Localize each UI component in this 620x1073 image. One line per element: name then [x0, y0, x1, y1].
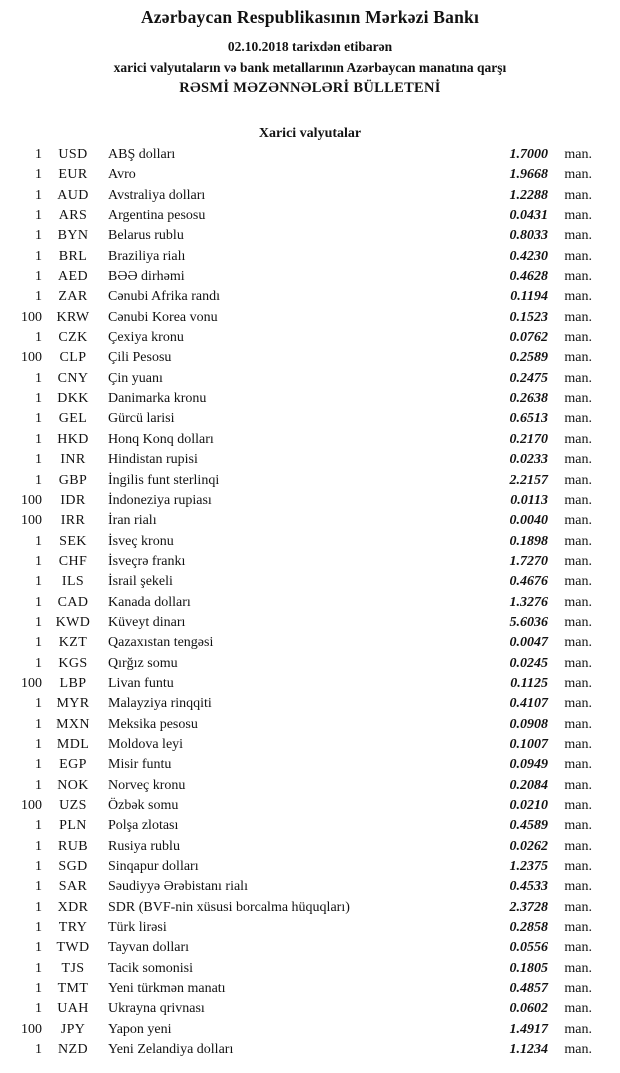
rate-unit: man.	[564, 513, 592, 529]
rate-value: 0.0047	[509, 635, 548, 651]
currency-name: BƏƏ dirhəmi	[108, 269, 185, 285]
rate-quantity: 1	[35, 147, 42, 162]
currency-name: Ukrayna qrivnası	[108, 1001, 205, 1017]
rate-unit: man.	[564, 859, 592, 875]
rate-row	[8, 389, 592, 409]
rate-row	[8, 1020, 592, 1040]
rate-quantity: 1	[35, 960, 42, 976]
currency-name: İndoneziya rupiası	[108, 492, 212, 508]
rate-quantity: 1	[35, 981, 42, 997]
rate-quantity: 1	[35, 472, 42, 488]
rate-value: 0.1125	[510, 675, 548, 691]
currency-name: Özbək somu	[108, 798, 179, 813]
bulletin-title: RƏSMİ MƏZƏNNƏLƏRİ BÜLLETENİ	[179, 80, 441, 96]
rate-quantity: 1	[35, 736, 42, 752]
currency-name: Tayvan dolları	[108, 940, 190, 956]
rate-row	[8, 532, 592, 552]
rate-row	[8, 857, 592, 877]
currency-name: İsveç kronu	[108, 533, 174, 549]
rate-value: 1.3276	[509, 594, 548, 610]
rate-row	[8, 593, 592, 613]
rate-row	[8, 1040, 592, 1060]
rate-row	[8, 776, 592, 796]
currency-name: Yapon yeni	[108, 1021, 172, 1037]
rate-value: 5.6036	[509, 614, 548, 630]
rate-quantity: 1	[35, 879, 42, 895]
currency-code: ARS	[58, 208, 88, 224]
rate-row	[8, 959, 592, 979]
rate-quantity: 1	[35, 269, 42, 285]
currency-code: ZAR	[58, 289, 88, 305]
currency-name: Çin yuanı	[108, 370, 163, 386]
rate-quantity: 1	[35, 574, 42, 590]
rate-unit: man.	[564, 492, 592, 508]
rate-row	[8, 755, 592, 775]
rate-row	[8, 654, 592, 674]
rate-row	[8, 735, 592, 755]
rate-unit: man.	[564, 472, 592, 488]
rate-quantity: 1	[35, 940, 42, 956]
rate-quantity: 1	[35, 899, 42, 915]
rate-quantity: 1	[35, 920, 42, 936]
currency-name: Rusiya rublu	[108, 838, 180, 854]
currency-code: IRR	[60, 513, 86, 529]
rate-unit: man.	[564, 553, 592, 569]
currency-code: MXN	[56, 716, 90, 732]
currency-name: Tacik somonisi	[108, 960, 193, 976]
rate-unit: man.	[564, 655, 592, 671]
currency-name: Kanada dolları	[108, 594, 191, 610]
currency-code: KRW	[56, 309, 90, 325]
rate-value: 0.0762	[509, 330, 548, 346]
rate-row	[8, 471, 592, 491]
rate-value: 0.0431	[509, 208, 548, 224]
rate-value: 0.8033	[509, 228, 548, 244]
currency-code: NOK	[57, 777, 89, 793]
rate-unit: man.	[564, 1001, 592, 1017]
rate-unit: man.	[564, 696, 592, 712]
exchange-rates-table	[0, 145, 620, 1060]
rate-value: 0.0233	[509, 452, 548, 468]
currency-name: Cənubi Afrika randı	[108, 289, 220, 305]
rate-unit: man.	[564, 675, 592, 691]
document-header	[0, 0, 620, 97]
rate-row	[8, 491, 592, 511]
currency-code: TWD	[56, 940, 90, 956]
rate-quantity: 100	[21, 350, 42, 366]
currency-code: CLP	[59, 350, 87, 366]
rate-row	[8, 999, 592, 1019]
rate-unit: man.	[564, 350, 592, 366]
rate-quantity: 1	[35, 391, 42, 407]
currency-name: ABŞ dolları	[108, 147, 176, 162]
rate-row	[8, 552, 592, 572]
rate-quantity: 1	[35, 187, 42, 203]
rate-quantity: 1	[35, 533, 42, 549]
currency-code: GEL	[58, 411, 88, 427]
currency-code: CZK	[58, 330, 88, 346]
rate-row	[8, 979, 592, 999]
currency-code: BRL	[58, 248, 88, 264]
rate-unit: man.	[564, 777, 592, 793]
rate-value: 1.9668	[509, 167, 548, 183]
rate-quantity: 1	[35, 289, 42, 305]
rate-row	[8, 796, 592, 816]
currency-name: Səudiyyə Ərəbistanı rialı	[108, 879, 248, 895]
rate-unit: man.	[564, 167, 592, 183]
rate-value: 0.1007	[509, 736, 548, 752]
currency-name: Honq Konq dolları	[108, 431, 214, 447]
rate-row	[8, 898, 592, 918]
rate-unit: man.	[564, 309, 592, 325]
rate-quantity: 100	[21, 492, 42, 508]
rate-quantity: 1	[35, 614, 42, 630]
rate-quantity: 1	[35, 594, 42, 610]
rate-quantity: 1	[35, 859, 42, 875]
rate-unit: man.	[564, 533, 592, 549]
rate-row	[8, 837, 592, 857]
currency-code: LBP	[59, 675, 87, 691]
rate-unit: man.	[564, 594, 592, 610]
rate-row	[8, 328, 592, 348]
rate-row	[8, 674, 592, 694]
currency-code: CNY	[57, 370, 89, 386]
currency-code: DKK	[57, 391, 89, 407]
currency-code: UAH	[57, 1001, 89, 1017]
rate-value: 0.0908	[509, 716, 548, 732]
rate-unit: man.	[564, 838, 592, 854]
rate-row	[8, 877, 592, 897]
rate-unit: man.	[564, 228, 592, 244]
currency-name: Avstraliya dolları	[108, 187, 206, 203]
rate-unit: man.	[564, 574, 592, 590]
rate-value: 0.1523	[509, 309, 548, 325]
rate-quantity: 1	[35, 208, 42, 224]
currency-name: Polşa zlotası	[108, 818, 179, 834]
currency-code: XDR	[57, 899, 89, 915]
rate-unit: man.	[564, 635, 592, 651]
currency-name: İngilis funt sterlinqi	[108, 472, 220, 488]
rate-value: 0.4628	[509, 269, 548, 285]
currency-code: SEK	[59, 533, 87, 549]
rate-value: 0.0210	[509, 798, 548, 813]
rate-value: 1.4917	[509, 1021, 548, 1037]
rate-value: 0.1194	[510, 289, 548, 305]
rate-unit: man.	[564, 614, 592, 630]
currency-name: Çili Pesosu	[108, 350, 172, 366]
rate-value: 0.1898	[509, 533, 548, 549]
rate-quantity: 100	[21, 513, 42, 529]
currency-code: KWD	[55, 614, 91, 630]
rate-quantity: 1	[35, 655, 42, 671]
rate-value: 0.4107	[509, 696, 548, 712]
rate-unit: man.	[564, 1021, 592, 1037]
rate-value: 2.2157	[509, 472, 548, 488]
currency-name: İran rialı	[108, 513, 157, 529]
rate-quantity: 100	[21, 675, 42, 691]
rate-quantity: 1	[35, 1042, 42, 1058]
rate-quantity: 1	[35, 838, 42, 854]
rate-quantity: 1	[35, 167, 42, 183]
currency-name: Belarus rublu	[108, 228, 184, 244]
rate-unit: man.	[564, 879, 592, 895]
currency-name: Yeni türkmən manatı	[108, 981, 226, 997]
rate-quantity: 1	[35, 330, 42, 346]
currency-code: TMT	[57, 981, 89, 997]
currency-code: PLN	[59, 818, 87, 834]
rate-quantity: 100	[21, 309, 42, 325]
rate-unit: man.	[564, 248, 592, 264]
rate-value: 0.0602	[509, 1001, 548, 1017]
rate-quantity: 1	[35, 452, 42, 468]
rate-unit: man.	[564, 798, 592, 813]
currency-name: İsrail şekeli	[108, 574, 173, 590]
rate-unit: man.	[564, 187, 592, 203]
currency-code: MDL	[56, 736, 90, 752]
rate-row	[8, 715, 592, 735]
currency-code: SAR	[58, 879, 88, 895]
rate-unit: man.	[564, 391, 592, 407]
currency-code: KZT	[58, 635, 88, 651]
rate-unit: man.	[564, 330, 592, 346]
currency-code: SGD	[58, 859, 88, 875]
currency-code: CAD	[57, 594, 89, 610]
rate-row	[8, 308, 592, 328]
currency-name: Çexiya kronu	[108, 330, 184, 346]
rate-value: 0.0245	[509, 655, 548, 671]
rate-row	[8, 450, 592, 470]
rate-value: 0.2475	[509, 370, 548, 386]
rate-value: 0.0262	[509, 838, 548, 854]
rate-value: 0.1805	[509, 960, 548, 976]
currency-name: Küveyt dinarı	[108, 614, 186, 630]
rate-quantity: 1	[35, 757, 42, 773]
rate-value: 1.7270	[509, 553, 548, 569]
currency-code: EUR	[58, 167, 88, 183]
rate-value: 0.2638	[509, 391, 548, 407]
currency-code: AUD	[57, 187, 89, 203]
currency-code: TRY	[58, 920, 88, 936]
currency-name: Sinqapur dolları	[108, 859, 199, 875]
rate-row	[8, 226, 592, 246]
rate-row	[8, 511, 592, 531]
rate-unit: man.	[564, 981, 592, 997]
rate-row	[8, 918, 592, 938]
currency-code: USD	[58, 147, 88, 162]
rate-unit: man.	[564, 899, 592, 915]
rate-value: 0.4676	[509, 574, 548, 590]
rate-value: 2.3728	[509, 899, 548, 915]
rate-unit: man.	[564, 940, 592, 956]
rate-unit: man.	[564, 960, 592, 976]
rate-unit: man.	[564, 431, 592, 447]
rate-row	[8, 206, 592, 226]
rate-row	[8, 348, 592, 368]
rate-quantity: 1	[35, 228, 42, 244]
rate-value: 0.0113	[510, 492, 548, 508]
currency-name: Yeni Zelandiya dolları	[108, 1042, 234, 1058]
rate-row	[8, 430, 592, 450]
currency-code: RUB	[58, 838, 88, 854]
bank-title: Azərbaycan Respublikasının Mərkəzi Bankı	[140, 7, 480, 27]
currency-code: HKD	[57, 431, 89, 447]
currency-name: Norveç kronu	[108, 777, 186, 793]
section-title-foreign-currencies: Xarici valyutalar	[258, 126, 362, 141]
currency-code: EGP	[59, 757, 87, 773]
currency-name: Danimarka kronu	[108, 391, 207, 407]
rate-unit: man.	[564, 716, 592, 732]
rate-unit: man.	[564, 1042, 592, 1058]
currency-name: Moldova leyi	[108, 736, 184, 752]
currency-name: Avro	[108, 167, 136, 183]
rate-row	[8, 816, 592, 836]
rate-value: 0.4533	[509, 879, 548, 895]
currency-code: CHF	[58, 553, 88, 569]
rate-value: 1.7000	[509, 147, 548, 162]
rate-value: 0.2589	[509, 350, 548, 366]
currency-code: TJS	[61, 960, 85, 976]
rate-value: 0.0556	[509, 940, 548, 956]
rate-unit: man.	[564, 370, 592, 386]
currency-code: JPY	[60, 1021, 86, 1037]
rate-value: 0.2858	[509, 920, 548, 936]
currency-name: Cənubi Korea vonu	[108, 309, 218, 325]
currency-code: MYR	[56, 696, 90, 712]
currency-name: Qırğız somu	[108, 655, 178, 671]
currency-name: SDR (BVF-nin xüsusi borcalma hüquqları)	[108, 899, 350, 915]
currency-code: AED	[58, 269, 88, 285]
currency-name: Malayziya rinqqiti	[108, 696, 212, 712]
rate-value: 0.4857	[509, 981, 548, 997]
rate-unit: man.	[564, 269, 592, 285]
currency-code: IDR	[60, 492, 86, 508]
rate-value: 0.2084	[509, 777, 548, 793]
rate-unit: man.	[564, 736, 592, 752]
rate-row	[8, 165, 592, 185]
rate-unit: man.	[564, 289, 592, 305]
currency-name: Qazaxıstan tengəsi	[108, 635, 214, 651]
rate-quantity: 1	[35, 818, 42, 834]
rate-value: 1.2375	[509, 859, 548, 875]
currency-code: BYN	[57, 228, 89, 244]
rate-row	[8, 369, 592, 389]
rate-row	[8, 572, 592, 592]
rate-value: 0.4589	[509, 818, 548, 834]
currency-code: INR	[60, 452, 86, 468]
rate-value: 0.0040	[509, 513, 548, 529]
rate-row	[8, 694, 592, 714]
rate-value: 1.1234	[509, 1042, 548, 1058]
rate-unit: man.	[564, 818, 592, 834]
currency-code: KGS	[58, 655, 88, 671]
rate-value: 0.2170	[509, 431, 548, 447]
currency-name: Misir funtu	[108, 757, 172, 773]
rate-quantity: 1	[35, 370, 42, 386]
rate-quantity: 100	[21, 1021, 42, 1037]
rate-row	[8, 613, 592, 633]
rate-row	[8, 938, 592, 958]
subtitle-line: xarici valyutaların və bank metallarının Azərbaycan manatına qarşı	[113, 60, 507, 75]
currency-name: Braziliya rialı	[108, 248, 186, 264]
rate-quantity: 1	[35, 553, 42, 569]
rate-unit: man.	[564, 208, 592, 224]
rate-unit: man.	[564, 411, 592, 427]
currency-name: Gürcü larisi	[108, 411, 175, 427]
currency-name: Argentina pesosu	[108, 208, 206, 224]
currency-name: Livan funtu	[108, 675, 174, 691]
rate-unit: man.	[564, 147, 592, 162]
rate-row	[8, 186, 592, 206]
rate-row	[8, 267, 592, 287]
rate-unit: man.	[564, 757, 592, 773]
rate-row	[8, 633, 592, 653]
rate-value: 0.0949	[509, 757, 548, 773]
rate-row	[8, 287, 592, 307]
rate-value: 0.6513	[509, 411, 548, 427]
rate-unit: man.	[564, 920, 592, 936]
rate-row	[8, 145, 592, 165]
currency-code: NZD	[58, 1042, 88, 1058]
rate-value: 0.4230	[509, 248, 548, 264]
rate-quantity: 100	[21, 798, 42, 813]
currency-name: Meksika pesosu	[108, 716, 198, 732]
currency-name: Türk lirəsi	[108, 920, 167, 936]
rate-quantity: 1	[35, 696, 42, 712]
rate-quantity: 1	[35, 635, 42, 651]
rate-row	[8, 409, 592, 429]
currency-code: UZS	[59, 798, 87, 813]
effective-date-line: 02.10.2018 tarixdən etibarən	[227, 39, 393, 54]
rate-quantity: 1	[35, 431, 42, 447]
rate-quantity: 1	[35, 248, 42, 264]
currency-code: GBP	[58, 472, 88, 488]
rate-quantity: 1	[35, 716, 42, 732]
rate-quantity: 1	[35, 411, 42, 427]
rate-row	[8, 247, 592, 267]
rate-quantity: 1	[35, 1001, 42, 1017]
rate-value: 1.2288	[509, 187, 548, 203]
rate-unit: man.	[564, 452, 592, 468]
currency-name: İsveçrə frankı	[108, 553, 186, 569]
rate-quantity: 1	[35, 777, 42, 793]
currency-name: Hindistan rupisi	[108, 452, 198, 468]
currency-code: ILS	[61, 574, 85, 590]
